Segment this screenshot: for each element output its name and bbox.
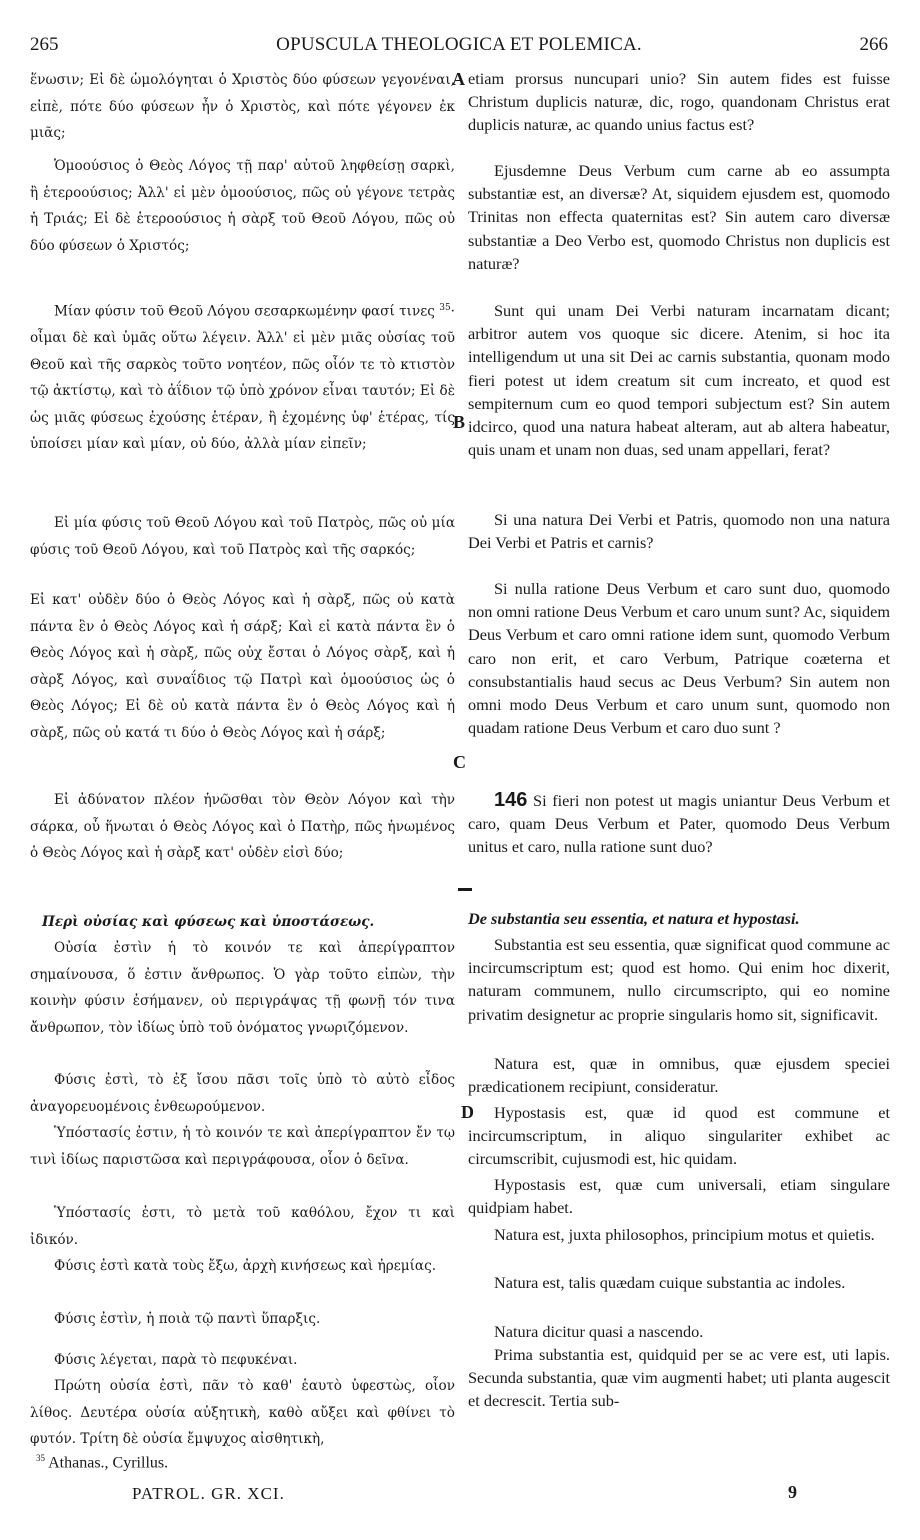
latin-definition-3: Hypostasis est, quæ id quod est commune et incircumscriptum, in aliquo singulariter exhibet ac circumscribit, cujusmodi est, hic quidam. bbox=[468, 1103, 890, 1169]
latin-paragraph-6 bbox=[468, 789, 890, 859]
greek-paragraph-2-text: Ὁμοούσιος ὁ Θεὸς Λόγος τῇ παρ' αὐτοῦ ληφθείσῃ σαρκὶ, ἢ ἑτεροούσιος; Ἀλλ' εἰ μὲν ὁμοούσιος, πῶς οὐ γέγονε τετρὰς ἡ Τριάς; Εἰ δὲ ἑτεροούσιος ἡ σὰρξ τοῦ Θεοῦ Λόγου, πῶς οὐ δύο φύσεων ὁ Χριστός; bbox=[30, 158, 455, 254]
latin-definition-5: Natura est, juxta philosophos, principium motus et quietis. bbox=[494, 1225, 875, 1244]
section-marker-a: A bbox=[452, 69, 465, 89]
latin-definition-4: Hypostasis est, quæ cum universali, etiam singulare quidpiam habet. bbox=[468, 1175, 890, 1218]
latin-column bbox=[468, 67, 890, 1447]
latin-paragraph-6-text: Si fieri non potest ut magis uniantur Deus Verbum et caro, quam Deus Verbum et Pater, quomodo Deus Verbum unitus et caro, nulla ratione sunt duo? bbox=[468, 791, 890, 857]
greek-definition-1: Οὐσία ἐστὶν ἡ τὸ κοινόν τε καὶ ἀπερίγραπτον σημαίνουσα, ὅ ἐστιν ἄνθρωπος. Ὁ γὰρ τοῦτο εἰπὼν, τὴν κοινὴν φύσιν ἐσήμανεν, οὐ περιγράψας τῇ φωνῇ τόν τινα ἄνθρωπον, τὸν ἰδίως ὑπὸ τοῦ ὀνόματος γνωριζόμενον. bbox=[30, 940, 455, 1036]
left-page-number: 265 bbox=[30, 34, 59, 55]
section-marker-d: D bbox=[461, 1102, 474, 1122]
greek-paragraph-6: Εἰ ἀδύνατον πλέον ἡνῶσθαι τὸν Θεὸν Λόγον καὶ τὴν σάρκα, οὗ ἥνωται ὁ Θεὸς Λόγος καὶ ὁ Πατὴρ, πῶς ἡνωμένος ὁ Θεὸς Λόγος καὶ ἡ σὰρξ κατ' οὐδὲν εἰσὶ δύο; bbox=[30, 792, 455, 861]
greek-section-heading: Περὶ οὐσίας καὶ φύσεως καὶ ὑποστάσεως. bbox=[42, 914, 375, 930]
greek-paragraph-3-text-b: · οἶμαι δὲ καὶ ὑμᾶς οὕτω λέγειν. Ἀλλ' εἰ μὲν μιᾶς οὐσίας τοῦ Θεοῦ καὶ τῆς σαρκὸς τοῦτο νοητέον, πῶς οἷόν τε τὸ κτιστὸν τῷ ἀκτίστῳ, καὶ τὸ ἀΐδιον τῷ ὑπὸ χρόνον εἶναι ταυτόν; Εἰ δὲ ὡς μιᾶς φύσεως ἐχούσης ἑτέραν, ἢ ἐχομένης ὑφ' ἑτέρας, τίς ὑποίσει μίαν καὶ μίαν, οὐ δύο, ἀλλὰ μίαν εἰπεῖν; bbox=[30, 303, 455, 453]
footnote bbox=[36, 1453, 168, 1472]
section-marker-c: C bbox=[453, 752, 466, 772]
latin-definition-7: Natura dicitur quasi a nascendo. bbox=[494, 1322, 704, 1341]
column-number-146: 146 bbox=[494, 789, 528, 811]
latin-paragraph-1: etiam prorsus nuncupari unio? Sin autem fides est fuisse Christum duplicis naturæ, dic, rogo, quandonam Christus erat duplicis naturæ, ac quando unius factus est? bbox=[468, 69, 890, 135]
greek-definition-8: Πρώτη οὐσία ἐστὶ, πᾶν τὸ καθ' ἑαυτὸ ὑφεστὼς, οἷον λίθος. Δευτέρα οὐσία αὐξητικὴ, καθὸ αὔξει καὶ φθίνει τὸ φυτόν. Τρίτη δὲ οὐσία ἔμψυχος αἰσθητικὴ, bbox=[30, 1378, 455, 1447]
greek-column bbox=[30, 67, 455, 1447]
greek-paragraph-1: ἕνωσιν; Εἰ δὲ ὡμολόγηται ὁ Χριστὸς δύο φύσεων γεγονέναι, εἰπὲ, πότε δύο φύσεων ἦν ὁ Χριστὸς, καὶ πότε γέγονεν ἐκ μιᾶς; bbox=[30, 72, 455, 141]
latin-section-heading: De substantia seu essentia, et natura et hypostasi. bbox=[468, 909, 800, 928]
sheet-number: 9 bbox=[788, 1482, 797, 1502]
running-title: OPUSCULA THEOLOGICA ET POLEMICA. bbox=[276, 34, 642, 55]
latin-definition-2: Natura est, quæ in omnibus, quæ ejusdem speciei prædicationem recipiunt, consideratur. bbox=[468, 1054, 890, 1097]
latin-definition-6: Natura est, talis quædam cuique substantia ac indoles. bbox=[494, 1273, 846, 1292]
section-marker-b: B bbox=[453, 412, 466, 432]
greek-paragraph-3 bbox=[30, 295, 455, 458]
greek-paragraph-5: Εἰ κατ' οὐδὲν δύο ὁ Θεὸς Λόγος καὶ ἡ σὰρξ, πῶς οὐ κατὰ πάντα ἓν ὁ Θεὸς Λόγος καὶ ἡ σάρξ; Καὶ εἰ κατὰ πάντα ἓν ὁ Θεὸς Λόγος καὶ ἡ σὰρξ, πῶς οὐχ ἔσται ὁ Λόγος σὰρξ, καὶ ἡ σὰρξ Λόγος, καὶ συναΐδιος τῷ Πατρὶ καὶ ὁμοούσιος ὡς ὁ Θεὸς Λόγος; Εἰ δὲ οὐ κατὰ πάντα ἓν ὁ Θεὸς Λόγος καὶ ἡ σὰρξ, πῶς οὐ κατά τι δύο ὁ Θεὸς Λόγος καὶ ἡ σάρξ; bbox=[30, 592, 455, 741]
latin-definition-1: Substantia est seu essentia, quæ significat quod commune ac incircumscriptum est; quod est homo. Qui enim hoc dixerit, naturam communem, nullo circumscripto, qui eo nomine privatim designetur ac proprie singularis homo sit, significavit. bbox=[468, 935, 890, 1024]
greek-paragraph-3-text-a: Μίαν φύσιν τοῦ Θεοῦ Λόγου σεσαρκωμένην φασί τινες bbox=[54, 303, 435, 320]
greek-definition-4: Ὑπόστασίς ἐστι, τὸ μετὰ τοῦ καθόλου, ἔχον τι καὶ ἰδικόν. bbox=[30, 1205, 455, 1248]
greek-definition-7: Φύσις λέγεται, παρὰ τὸ πεφυκέναι. bbox=[54, 1352, 298, 1368]
greek-paragraph-4: Εἰ μία φύσις τοῦ Θεοῦ Λόγου καὶ τοῦ Πατρὸς, πῶς οὐ μία φύσις τοῦ Θεοῦ Λόγου, καὶ τοῦ Πατρὸς καὶ τῆς σαρκός; bbox=[30, 515, 455, 558]
greek-definition-3: Ὑπόστασίς ἐστιν, ἡ τὸ κοινόν τε καὶ ἀπερίγραπτον ἔν τῳ τινὶ ἰδίως παριστῶσα καὶ περιγράφουσα, οἷον ὁ δεῖνα. bbox=[30, 1125, 455, 1168]
greek-paragraph-2 bbox=[30, 153, 455, 259]
running-header bbox=[30, 34, 888, 64]
greek-definition-6: Φύσις ἐστὶν, ἡ ποιὰ τῷ παντὶ ὕπαρξις. bbox=[54, 1311, 321, 1327]
latin-paragraph-4: Si una natura Dei Verbi et Patris, quomodo non una natura Dei Verbi et Patris et carnis? bbox=[468, 510, 890, 553]
latin-paragraph-3: Sunt qui unam Dei Verbi naturam incarnatam dicant; arbitror autem vos quoque sic dicere. Atenim, si hoc ita intelligendum ut una sit Dei ac carnis substantia, quonam modo fieri potest ut idem creatum sit cum increato, et quod est sempiternum cum eo quod tempori subjectum est? Sin autem idcirco, quod una natura habeat alteram, aut ab altera habeatur, quis unam et unam non duas, sed unam appellari, ferat? bbox=[468, 301, 890, 460]
latin-paragraph-2: Ejusdemne Deus Verbum cum carne ab eo assumpta substantiæ est, an diversæ? At, siquidem ejusdem est, quomodo Trinitas non effecta quaternitas est? Sin autem caro diversæ substantiæ a Deo Verbo est, quomodo Christus non duplicis est naturæ? bbox=[468, 161, 890, 273]
footnote-number: 35 bbox=[36, 1453, 45, 1463]
signature-mark: PATROL. GR. XCI. bbox=[132, 1484, 285, 1503]
right-page-number: 266 bbox=[859, 34, 888, 55]
footnote-ref-35: 35 bbox=[439, 303, 451, 313]
footnote-text: Athanas., Cyrillus. bbox=[48, 1454, 169, 1472]
greek-definition-5: Φύσις ἐστὶ κατὰ τοὺς ἔξω, ἀρχὴ κινήσεως καὶ ἠρεμίας. bbox=[54, 1258, 437, 1274]
latin-definition-8: Prima substantia est, quidquid per se ac vere est, uti lapis. Secunda substantia, quæ vim augmenti habet; uti planta augescit et decrescit. Tertia sub- bbox=[468, 1345, 890, 1411]
latin-paragraph-5: Si nulla ratione Deus Verbum et caro sunt duo, quomodo non omni ratione Deus Verbum et caro unum sunt? Ac, siquidem Deus Verbum et caro omni ratione idem sunt, quomodo Verbum caro non erit, et caro Verbum, Patrique coæterna et consubstantialis haud secus ac Deus Verbum? Sin autem non omni modo Deus Verbum et caro unum sunt, quomodo non quadam ratione Deus Verbum et caro duo sunt ? bbox=[468, 579, 890, 738]
greek-definition-2: Φύσις ἐστὶ, τὸ ἐξ ἴσου πᾶσι τοῖς ὑπὸ τὸ αὐτὸ εἶδος ἀναγορευομένοις ἐνθεωρούμενον. bbox=[30, 1072, 455, 1115]
